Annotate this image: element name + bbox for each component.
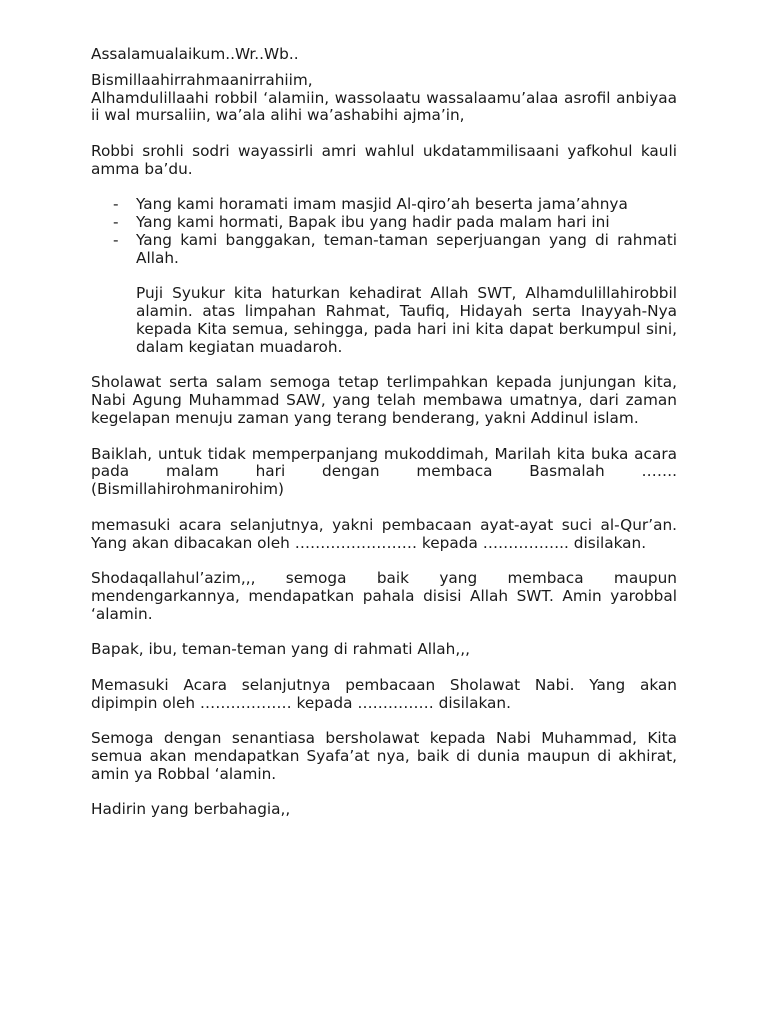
- honorific-item: [91, 214, 677, 232]
- hamdalah-paragraph: Alhamdulillaahi robbil ‘alamiin, wassolaatu wassalaamu’alaa asrofil anbiyaa ii wal mursaliin, wa’ala alihi wa’ashabihi ajma’in,: [91, 88, 677, 125]
- gratitude-paragraph: Puji Syukur kita haturkan kehadirat Allah SWT, Alhamdulillahirobbil alamin. atas limpahan Rahmat, Taufiq, Hidayah serta Inayyah-Nya kepada Kita semua, sehingga, pada hari ini kita dapat berkumpul sini, dalam kegiatan muadaroh.: [136, 284, 677, 356]
- address-line: Bapak, ibu, teman-teman yang di rahmati Allah,,,: [91, 640, 470, 659]
- prayer-paragraph: Robbi srohli sodri wayassirli amri wahlul ukdatammilisaani yafkohul kauli amma ba’du.: [91, 141, 677, 178]
- list-dash: -: [113, 230, 119, 249]
- honorific-text: Yang kami horamati imam masjid Al-qiro’ah beserta jama’ahnya: [136, 195, 628, 214]
- honorific-text: Yang kami hormati, Bapak ibu yang hadir pada malam hari ini: [136, 213, 610, 232]
- opening-event-paragraph: Baiklah, untuk tidak memperpanjang mukoddimah, Marilah kita buka acara pada malam hari dengan membaca Basmalah ……. (Bismillahirohmanirohim): [91, 444, 677, 499]
- greeting-line: Assalamualaikum..Wr..Wb..: [91, 45, 299, 63]
- quran-reading-paragraph: memasuki acara selanjutnya, yakni pembacaan ayat-ayat suci al-Qur’an. Yang akan dibacakan oleh …………………… kepada …………….. disilakan.: [91, 515, 677, 552]
- bismillah-line: Bismillaahirrahmaanirrahiim,: [91, 70, 313, 89]
- honorifics-list: [91, 196, 677, 267]
- honorific-item: [91, 196, 677, 214]
- document-page: [91, 46, 677, 819]
- honorific-item: [91, 232, 677, 268]
- list-dash: -: [113, 195, 119, 214]
- closing-address-line: Hadirin yang berbahagia,,: [91, 800, 291, 819]
- hope-paragraph: Semoga dengan senantiasa bersholawat kepada Nabi Muhammad, Kita semua akan mendapatkan Syafa’at nya, baik di dunia maupun di akhirat, amin ya Robbal ‘alamin.: [91, 729, 677, 783]
- honorific-text: Yang kami banggakan, teman-taman seperjuangan yang di rahmati Allah.: [136, 230, 677, 267]
- sholawat-nabi-paragraph: Memasuki Acara selanjutnya pembacaan Sholawat Nabi. Yang akan dipimpin oleh ……………… kepada …………… disilakan.: [91, 675, 677, 712]
- sholawat-paragraph: Sholawat serta salam semoga tetap terlimpahkan kepada junjungan kita, Nabi Agung Muhammad SAW, yang telah membawa umatnya, dari zaman kegelapan menuju zaman yang terang benderang, yakni Addinul islam.: [91, 373, 677, 427]
- list-dash: -: [113, 213, 119, 232]
- shodaqallah-paragraph: Shodaqallahul’azim,,, semoga baik yang membaca maupun mendengarkannya, mendapatkan pahala disisi Allah SWT. Amin yarobbal ‘alamin.: [91, 569, 677, 623]
